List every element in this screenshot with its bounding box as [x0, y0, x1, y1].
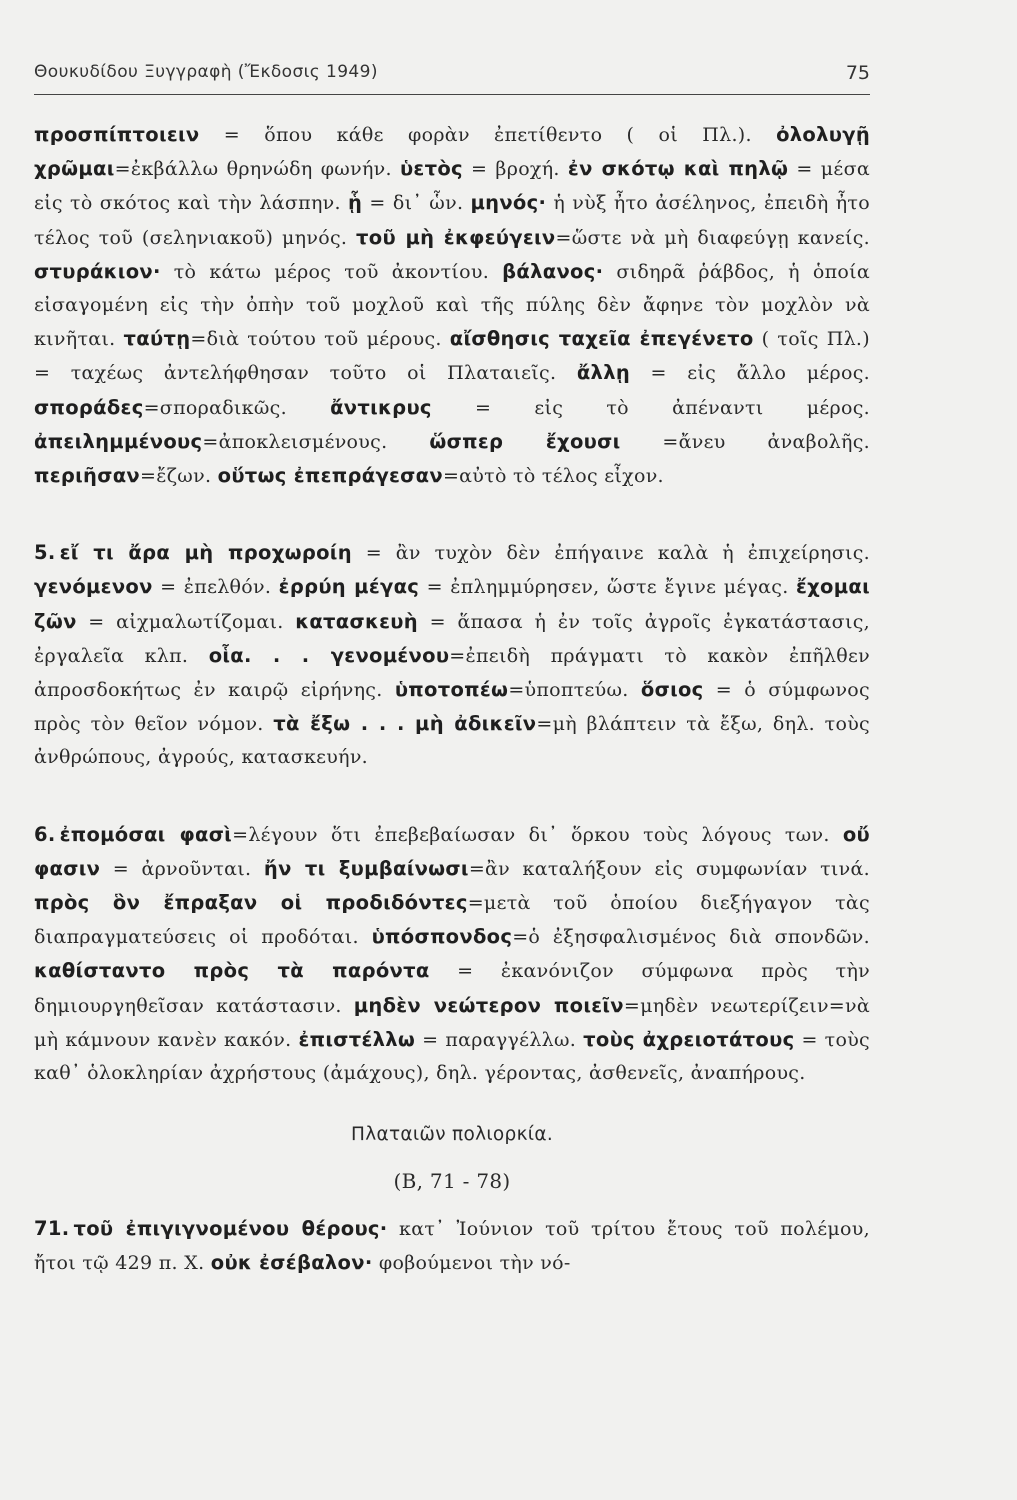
gloss-lemma: τοῦ μὴ ἐκφεύγειν [356, 225, 556, 249]
gloss-lemma: ᾗ [348, 191, 363, 215]
paragraph-gap [34, 775, 870, 818]
running-head [34, 58, 870, 95]
gloss-lemma: ἐπομόσαι φασὶ [59, 822, 233, 846]
gloss-definition: =μηδὲν νεωτερίζειν=νὰ μὴ κάμνουν κανὲν κακόν. [34, 994, 871, 1051]
gloss-definition: = παραγγέλλω. [415, 1028, 584, 1051]
gloss-definition: = ἀρνοῦνται. [100, 857, 264, 880]
gloss-definition: ( τοῖς Πλ.) = ταχέως ἀντελήφθησαν τοῦτο οἱ Πλαταιεῖς. [34, 328, 870, 385]
gloss-lemma: ἐρρύη μέγας [278, 575, 420, 599]
gloss-lemma: ὅσιος [640, 678, 704, 702]
gloss-definition: ἡ νὺξ ἦτο ἀσέληνος, ἐπειδὴ ἦτο τέλος τοῦ (σεληνιακοῦ) μηνός. [34, 192, 870, 249]
section-title: Πλαταιῶν πολιορκία. [350, 1124, 554, 1146]
gloss-definition: = βροχή. [462, 158, 568, 181]
gloss-definition: =ἐκβάλλω θρηνώδη φωνήν. [114, 158, 400, 181]
gloss-lemma: ὀλολυγῇ χρῶμαι [34, 123, 870, 181]
paragraph-number: 71. [34, 1217, 70, 1241]
gloss-lemma: ἔχομαι ζῶν [34, 575, 870, 633]
gloss-lemma: ἐν σκότῳ καὶ πηλῷ [567, 157, 789, 181]
gloss-lemma: κατασκευὴ [295, 609, 418, 633]
gloss-definition: =διὰ τούτου τοῦ μέρους. [190, 328, 450, 351]
gloss-lemma: πρὸς ὃν ἔπραξαν οἱ προδιδόντες [34, 891, 468, 915]
paragraph-gap [34, 493, 870, 536]
glossary-paragraph-final [34, 1212, 870, 1280]
gloss-definition: = δι᾽ ὧν. [362, 192, 471, 215]
gloss-lemma: εἴ τι ἄρα μὴ προχωροίη [59, 541, 352, 565]
gloss-definition: φοβούμενοι τὴν νό- [372, 1252, 571, 1275]
page-number: 75 [845, 62, 870, 84]
gloss-lemma: ἤν τι ξυμβαίνωσι [263, 856, 469, 880]
gloss-definition: σιδηρᾶ ῥάβδος, ἡ ὁποία εἰσαγομένη εἰς τὴν ὀπὴν τοῦ μοχλοῦ καὶ τῆς πύλης δὲν ἄφηνε τὸν μοχλὸν νὰ κινῆται. [34, 260, 870, 351]
gloss-definition: =ἂν καταλήξουν εἰς συμφωνίαν τινά. [468, 857, 870, 880]
gloss-definition: =ὁ ἐξησφαλισμένος διὰ σπονδῶν. [512, 926, 870, 949]
gloss-definition: = ἐπλημμύρησεν, ὥστε ἔγινε μέγας. [419, 576, 796, 599]
gloss-definition: = αἰχμαλωτίζομαι. [76, 610, 296, 633]
gloss-definition: = ὁ σύμφωνος πρὸς τὸν θεῖον νόμον. [34, 679, 870, 736]
gloss-lemma: βάλανος· [502, 259, 604, 283]
gloss-definition: κατ᾽ Ἰούνιον τοῦ τρίτου ἔτους τοῦ πολέμου, ἤτοι τῷ 429 π. Χ. [34, 1218, 870, 1275]
glossary-paragraph [34, 536, 870, 774]
gloss-definition: =ὑποπτεύω. [508, 679, 641, 702]
gloss-lemma: ἐπιστέλλω [298, 1027, 416, 1051]
gloss-definition: =ἄνευ ἀναβολῆς. [620, 430, 870, 453]
gloss-lemma: περιῆσαν [34, 464, 140, 488]
gloss-lemma: αἴσθησις ταχεῖα ἐπεγένετο [449, 327, 754, 351]
gloss-definition: =μὴ βλάπτειν τὰ ἔξω, δηλ. τοὺς ἀνθρώπους, ἀγρούς, κατασκευήν. [34, 713, 870, 769]
gloss-lemma: ὑποτοπέω [394, 678, 509, 702]
gloss-definition: =αὐτὸ τὸ τέλος εἶχον. [442, 465, 664, 488]
gloss-lemma: ὑετὸς [399, 157, 463, 181]
gloss-definition: = εἰς ἄλλο μέρος. [630, 362, 870, 385]
paragraph-number: 5. [34, 541, 56, 565]
gloss-lemma: καθίσταντο πρὸς τὰ παρόντα [34, 959, 430, 983]
gloss-definition: =σποραδικῶς. [143, 396, 331, 419]
glossary-paragraph [34, 818, 870, 1091]
gloss-lemma: τοὺς ἀχρειοτάτους [583, 1027, 795, 1051]
gloss-definition: = ὅπου κάθε φορὰν ἐπετίθεντο ( οἱ Πλ.). [199, 124, 777, 146]
gloss-lemma: τοῦ ἐπιγιγνομένου θέρους· [73, 1217, 388, 1241]
gloss-lemma: οὕτως ἐπεπράγεσαν [217, 464, 443, 488]
gloss-definition: = ἅπασα ἡ ἐν τοῖς ἀγροῖς ἐγκατάστασις, ἐργαλεῖα κλπ. [34, 610, 870, 667]
gloss-definition: = μέσα εἰς τὸ σκότος καὶ τὴν λάσπην. [34, 158, 870, 215]
gloss-lemma: οὔ φασιν [34, 822, 871, 880]
gloss-lemma: ἄντικρυς [330, 395, 432, 419]
gloss-lemma: οἷα. . . γενομένου [208, 643, 450, 667]
glossary-paragraph [34, 118, 870, 493]
gloss-definition: =ἐπειδὴ πράγματι τὸ κακὸν ἐπῆλθεν ἀπροσδοκήτως ἐν καιρῷ εἰρήνης. [34, 644, 870, 702]
gloss-lemma: μηδὲν νεώτερον ποιεῖν [353, 993, 624, 1017]
gloss-definition: =ὥστε νὰ μὴ διαφεύγῃ κανείς. [555, 226, 871, 249]
section-reference: (Β, 71 - 78) [393, 1169, 511, 1194]
gloss-definition: = εἰς τὸ ἀπέναντι μέρος. [431, 396, 870, 419]
body-text [34, 118, 870, 1281]
gloss-lemma: στυράκιον· [34, 259, 161, 283]
gloss-definition: =μετὰ τοῦ ὁποίου διεξήγαγον τὰς διαπραγματεύσεις οἱ προδόται. [34, 892, 870, 949]
running-head-title: Θουκυδίδου Ξυγγραφὴ (Ἔκδοσις 1949) [34, 62, 378, 82]
gloss-definition: τὸ κάτω μέρος τοῦ ἀκοντίου. [160, 260, 503, 283]
gloss-lemma: σποράδες [34, 395, 144, 419]
gloss-definition: = ἐκανόνιζον σύμφωνα πρὸς τὴν δημιουργηθεῖσαν κατάστασιν. [34, 960, 870, 1017]
gloss-definition: = ἐπελθόν. [152, 576, 279, 599]
gloss-lemma: ταύτῃ [123, 327, 191, 351]
gloss-lemma: ὑπόσπονδος [371, 925, 513, 949]
gloss-lemma: ἄλλῃ [576, 361, 631, 385]
gloss-lemma: προσπίπτοιειν [34, 123, 200, 146]
gloss-lemma: οὐκ ἐσέβαλον· [210, 1251, 373, 1275]
gloss-lemma: γενόμενον [34, 575, 153, 599]
gloss-definition: = τοὺς καθ᾽ ὁλοκληρίαν ἀχρήστους (ἀμάχους), δηλ. γέροντας, ἀσθενεῖς, ἀναπήρους. [34, 1028, 870, 1085]
gloss-definition: =ἀποκλεισμένους. [202, 430, 430, 453]
gloss-definition: =λέγουν ὅτι ἐπεβεβαίωσαν δι᾽ ὅρκου τοὺς λόγους των. [232, 823, 843, 846]
gloss-definition: = ἂν τυχὸν δὲν ἐπήγαινε καλὰ ἡ ἐπιχείρησις. [351, 542, 870, 565]
gloss-lemma: τὰ ἔξω . . . μὴ ἀδικεῖν [273, 712, 537, 736]
gloss-lemma: ὥσπερ ἔχουσι [429, 429, 621, 453]
paragraph-number: 6. [34, 822, 56, 846]
gloss-definition: =ἔζων. [139, 465, 218, 488]
gloss-lemma: ἀπειλημμένους [34, 429, 203, 453]
gloss-lemma: μηνός· [470, 191, 547, 215]
